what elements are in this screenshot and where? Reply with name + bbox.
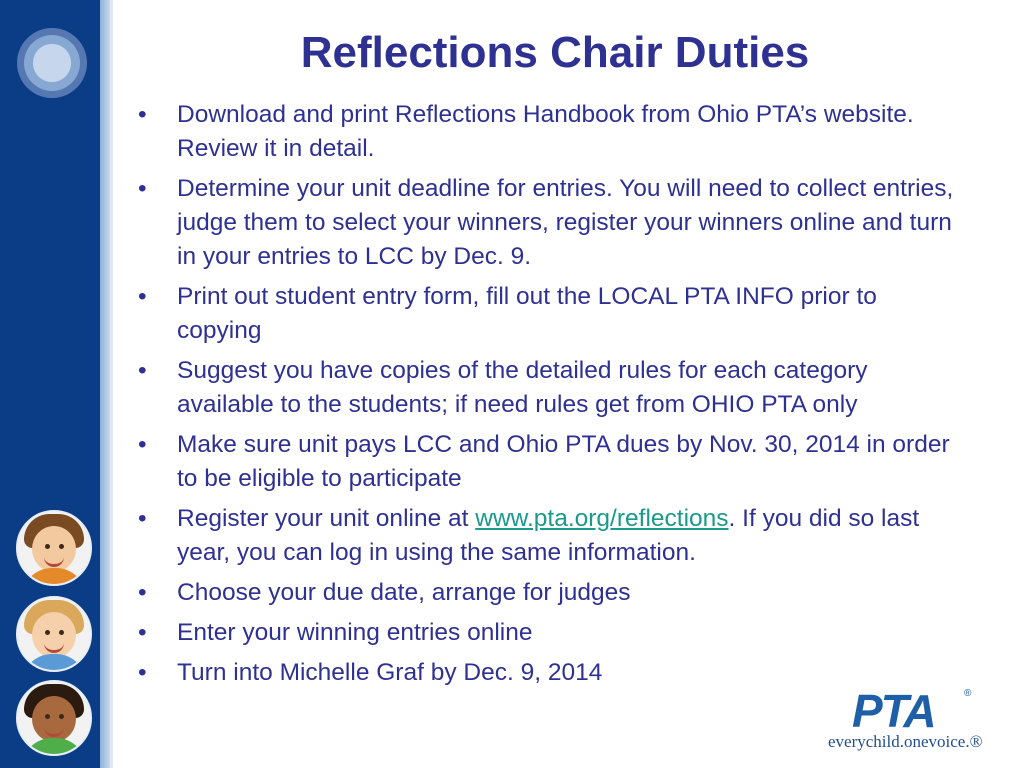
bullet-dot: • xyxy=(138,357,147,384)
bullet-text: Turn into Michelle Graf by Dec. 9, 2014 xyxy=(177,659,603,686)
bullet-item xyxy=(138,98,968,166)
bullet-dot: • xyxy=(138,175,147,202)
pta-logo-tagline: everychild.onevoice.® xyxy=(828,732,983,751)
sidebar xyxy=(0,0,110,768)
bullet-item xyxy=(138,172,968,274)
pta-logo xyxy=(826,686,1006,758)
bullet-dot: • xyxy=(138,579,147,606)
child-photo xyxy=(16,680,92,756)
bullet-item xyxy=(138,502,968,570)
reflections-link[interactable]: www.pta.org/reflections xyxy=(475,505,729,532)
bullet-dot: • xyxy=(138,101,147,128)
pta-logo-word: PTA xyxy=(852,685,935,737)
bullet-text-before: Register your unit online at xyxy=(177,505,476,532)
child-photo xyxy=(16,596,92,672)
bullet-text: Determine your unit deadline for entries. You will need to collect entries, judge them to select your winners, register your winners online and turn in your entries to LCC by Dec. 9. xyxy=(177,175,954,270)
bullet-dot: • xyxy=(138,431,147,458)
bullet-item xyxy=(138,354,968,422)
bullet-text: Download and print Reflections Handbook from Ohio PTA’s website. Review it in detail. xyxy=(177,101,914,162)
bullet-text: Enter your winning entries online xyxy=(177,619,533,646)
bullet-dot: • xyxy=(138,283,147,310)
bullet-list xyxy=(138,98,968,696)
child-photo xyxy=(16,510,92,586)
sidebar-edge xyxy=(110,0,113,768)
bullet-text-after: . If you did so last year, you can log in using the same information. xyxy=(177,505,920,566)
slide-title: Reflections Chair Duties xyxy=(300,28,810,77)
decorative-circle xyxy=(17,28,87,98)
bullet-item xyxy=(138,616,968,650)
bullet-dot: • xyxy=(138,659,147,686)
bullet-text: Choose your due date, arrange for judges xyxy=(177,579,631,606)
bullet-text: Suggest you have copies of the detailed rules for each category available to the students; if need rules get from OHIO PTA only xyxy=(177,357,868,418)
bullet-item xyxy=(138,280,968,348)
bullet-item xyxy=(138,428,968,496)
pta-logo-registered: ® xyxy=(964,688,972,699)
sidebar-stripe xyxy=(100,0,110,768)
bullet-item xyxy=(138,656,968,690)
bullet-text: Make sure unit pays LCC and Ohio PTA dues by Nov. 30, 2014 in order to be eligible to participate xyxy=(177,431,950,492)
bullet-dot: • xyxy=(138,619,147,646)
bullet-item xyxy=(138,576,968,610)
bullet-dot: • xyxy=(138,505,147,532)
bullet-text: Print out student entry form, fill out the LOCAL PTA INFO prior to copying xyxy=(177,283,877,344)
